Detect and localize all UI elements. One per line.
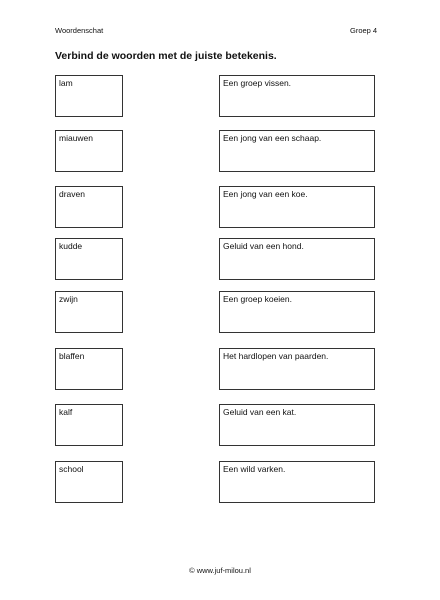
word-box[interactable]: draven bbox=[55, 186, 123, 228]
word-box[interactable]: blaffen bbox=[55, 348, 123, 390]
meaning-box[interactable]: Het hardlopen van paarden. bbox=[219, 348, 375, 390]
word-box[interactable]: miauwen bbox=[55, 130, 123, 172]
worksheet-title: Verbind de woorden met de juiste betekenis. bbox=[55, 50, 277, 62]
meaning-box[interactable]: Geluid van een hond. bbox=[219, 238, 375, 280]
word-box[interactable]: zwijn bbox=[55, 291, 123, 333]
group-label: Groep 4 bbox=[350, 26, 378, 35]
meaning-box[interactable]: Geluid van een kat. bbox=[219, 404, 375, 446]
word-box[interactable]: lam bbox=[55, 75, 123, 117]
word-box[interactable]: kalf bbox=[55, 404, 123, 446]
meaning-box[interactable]: Een groep vissen. bbox=[219, 75, 375, 117]
subject-label: Woordenschat bbox=[55, 26, 104, 35]
footer-copyright: © www.juf-milou.nl bbox=[189, 566, 251, 575]
meaning-box[interactable]: Een jong van een koe. bbox=[219, 186, 375, 228]
meaning-box[interactable]: Een groep koeien. bbox=[219, 291, 375, 333]
meaning-box[interactable]: Een jong van een schaap. bbox=[219, 130, 375, 172]
meaning-box[interactable]: Een wild varken. bbox=[219, 461, 375, 503]
word-box[interactable]: kudde bbox=[55, 238, 123, 280]
word-box[interactable]: school bbox=[55, 461, 123, 503]
